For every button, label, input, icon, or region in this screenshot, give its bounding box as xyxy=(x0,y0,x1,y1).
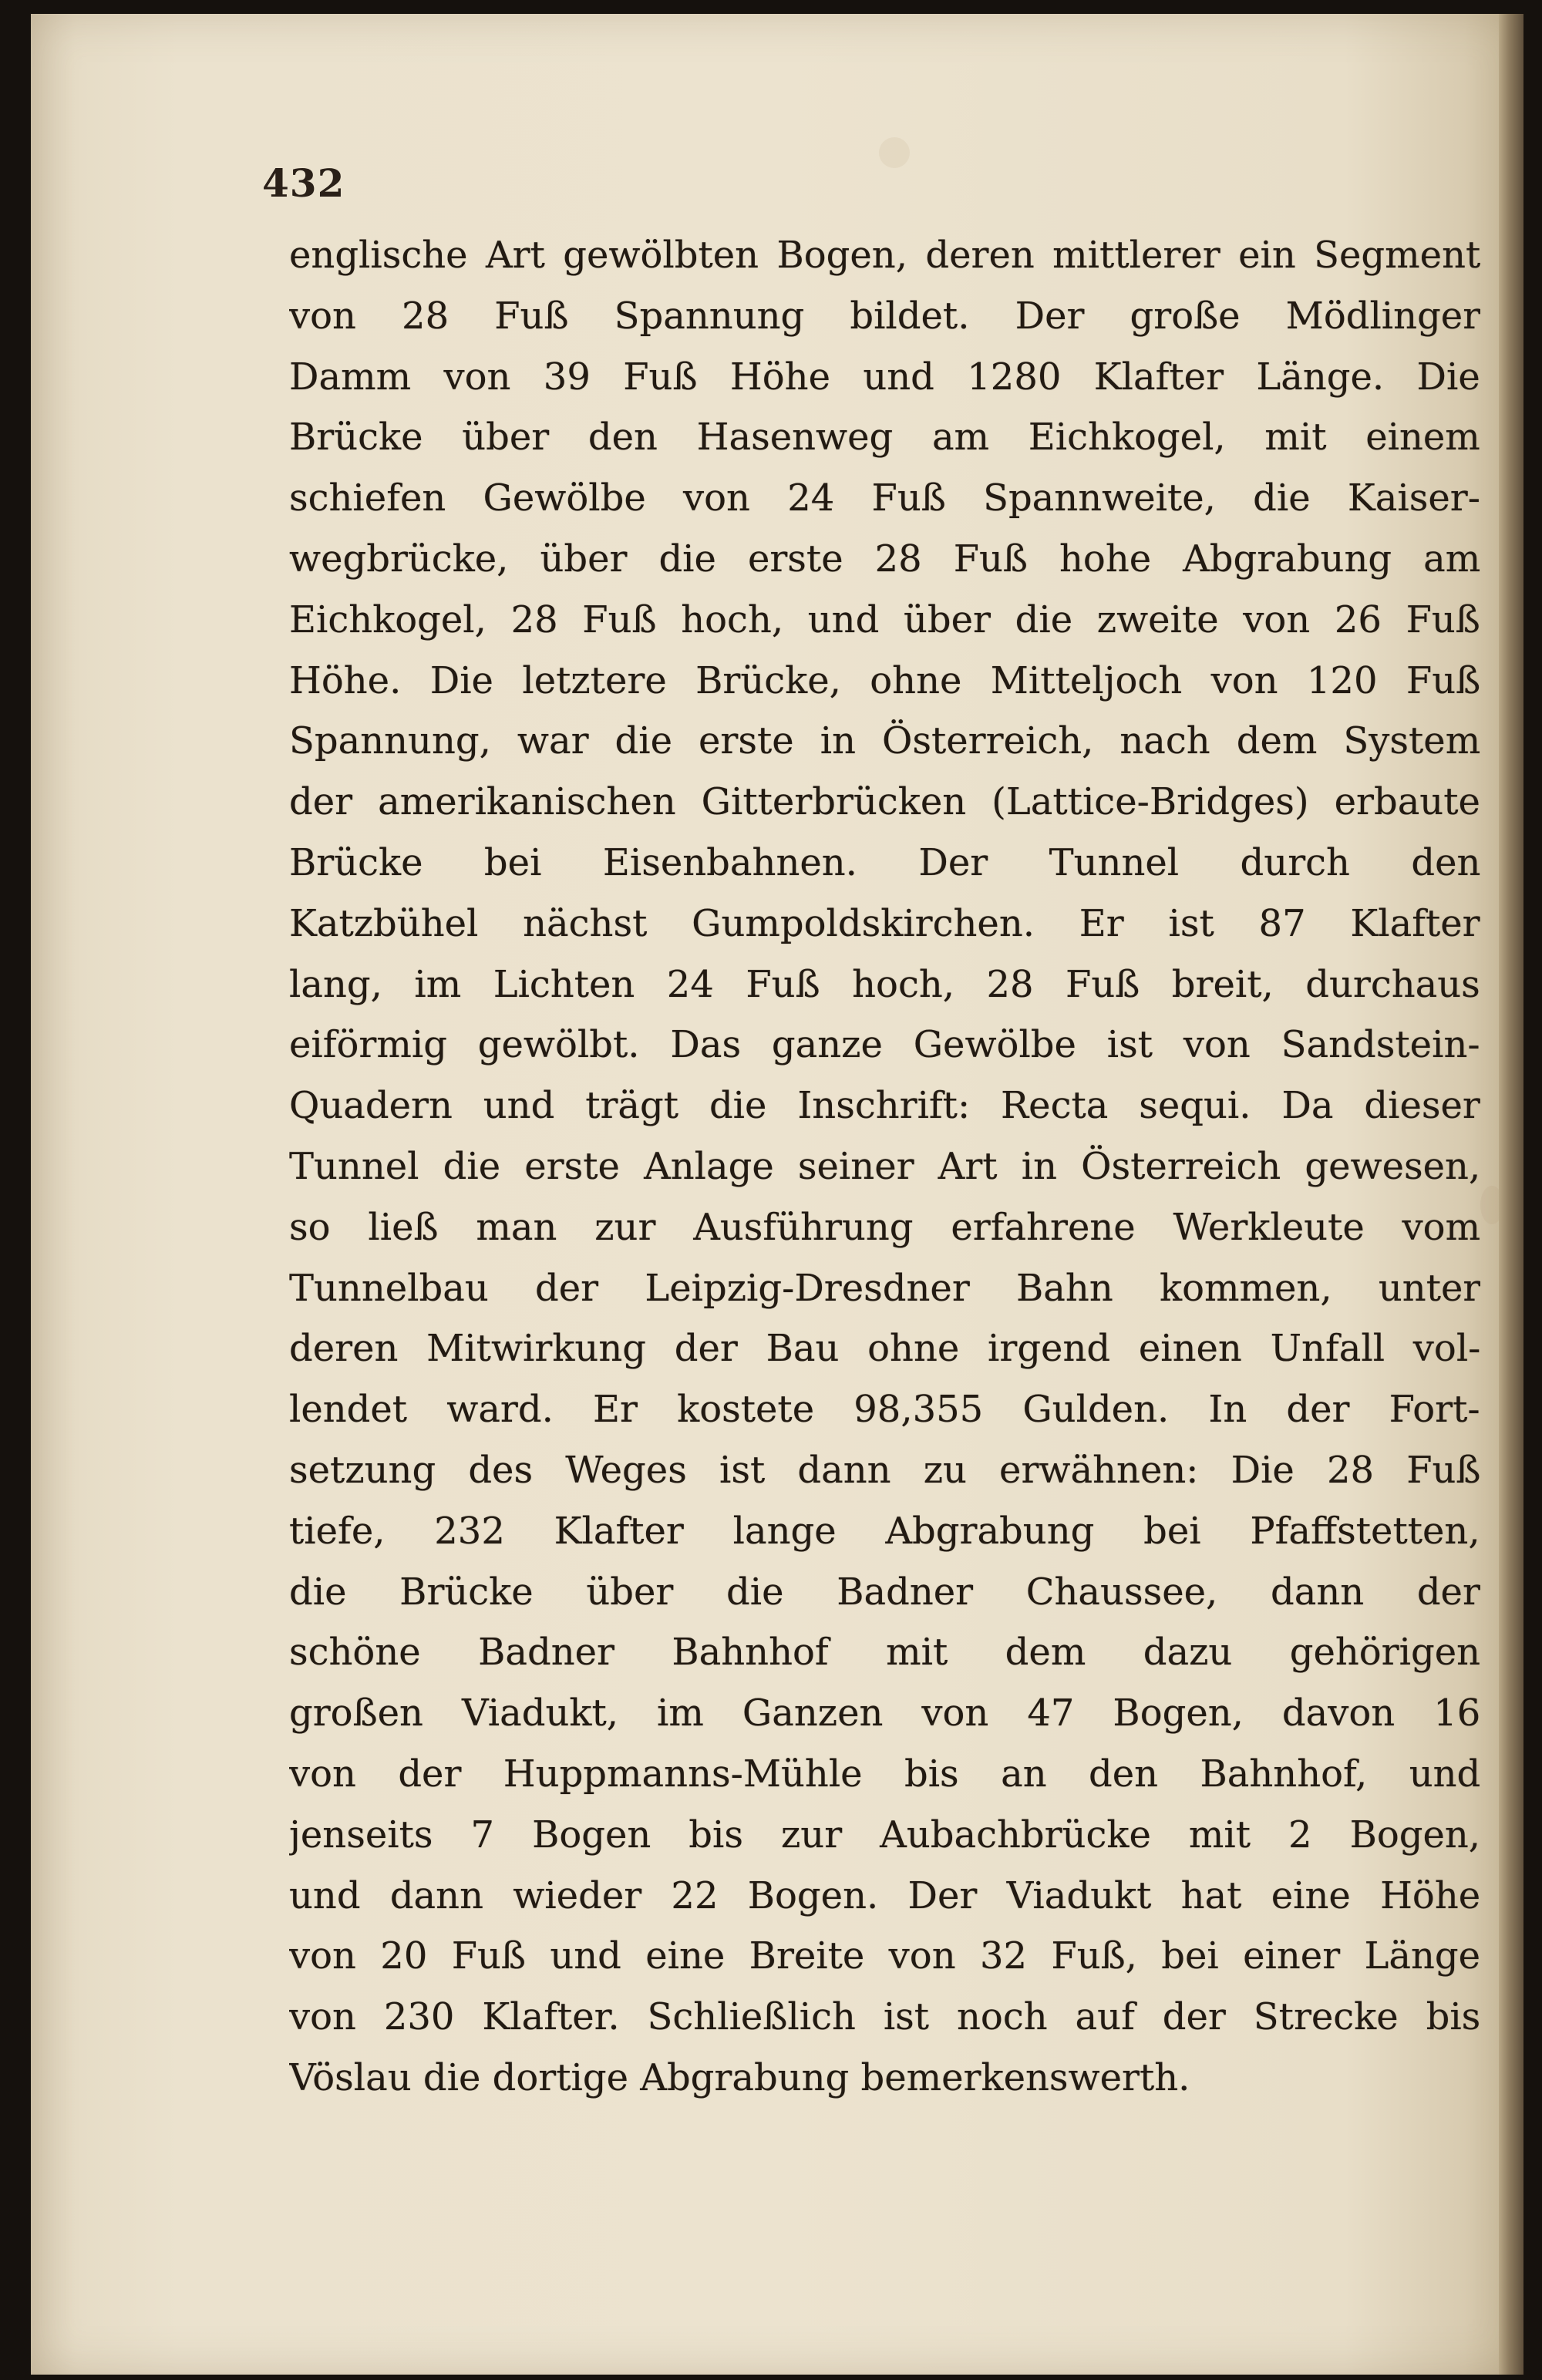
text-line: deren Mitwirkung der Bau ohne irgend einen Unfall vol- xyxy=(289,1327,1480,1371)
text-line: lendet ward. Er kostete 98,355 Gulden. In der Fort- xyxy=(289,1388,1480,1432)
text-line: von 28 Fuß Spannung bildet. Der große Mödlinger xyxy=(289,294,1480,338)
text-line: von 230 Klafter. Schließlich ist noch auf der Strecke bis xyxy=(289,1995,1480,2039)
text-line: Eichkogel, 28 Fuß hoch, und über die zweite von 26 Fuß xyxy=(289,598,1480,641)
text-line: setzung des Weges ist dann zu erwähnen: Die 28 Fuß xyxy=(289,1448,1480,1492)
text-line: schiefen Gewölbe von 24 Fuß Spannweite, die Kaiser- xyxy=(289,476,1480,520)
text-line: englische Art gewölbten Bogen, deren mittlerer ein Segment xyxy=(289,234,1480,277)
text-line: die Brücke über die Badner Chaussee, dann der xyxy=(289,1570,1480,1614)
text-line: Katzbühel nächst Gumpoldskirchen. Er ist 87 Klafter xyxy=(289,901,1480,945)
text-line: Tunnelbau der Leipzig-Dresdner Bahn kommen, unter xyxy=(289,1266,1480,1310)
text-line: Brücke über den Hasenweg am Eichkogel, mit einem xyxy=(289,416,1480,460)
text-line: eiförmig gewölbt. Das ganze Gewölbe ist von Sandstein- xyxy=(289,1023,1480,1067)
text-line: schöne Badner Bahnhof mit dem dazu gehörigen xyxy=(289,1631,1480,1675)
text-line: Brücke bei Eisenbahnen. Der Tunnel durch den xyxy=(289,840,1480,884)
page-edge xyxy=(1499,14,1523,2375)
text-line: Damm von 39 Fuß Höhe und 1280 Klafter Länge. Die xyxy=(289,355,1480,399)
text-line: Vöslau die dortige Abgrabung bemerkenswerth. xyxy=(289,2055,1190,2099)
body-text xyxy=(289,225,1480,2109)
text-line: Tunnel die erste Anlage seiner Art in Österreich gewesen, xyxy=(289,1144,1480,1188)
text-line: wegbrücke, über die erste 28 Fuß hohe Abgrabung am xyxy=(289,537,1480,581)
paper-stain xyxy=(879,137,910,168)
text-line: so ließ man zur Ausführung erfahrene Werkleute vom xyxy=(289,1205,1480,1249)
text-line: von 20 Fuß und eine Breite von 32 Fuß, bei einer Länge xyxy=(289,1934,1480,1978)
text-line: lang, im Lichten 24 Fuß hoch, 28 Fuß breit, durchaus xyxy=(289,962,1480,1006)
text-line: tiefe, 232 Klafter lange Abgrabung bei Pfaffstetten, xyxy=(289,1509,1480,1553)
text-line: Höhe. Die letztere Brücke, ohne Mitteljoch von 120 Fuß xyxy=(289,658,1480,702)
text-line: Quadern und trägt die Inschrift: Recta sequi. Da dieser xyxy=(289,1084,1480,1128)
text-line: der amerikanischen Gitterbrücken (Lattice-Bridges) erbaute xyxy=(289,780,1480,824)
text-line: großen Viadukt, im Ganzen von 47 Bogen, davon 16 xyxy=(289,1692,1480,1735)
text-line: Spannung, war die erste in Österreich, nach dem System xyxy=(289,719,1480,763)
text-line: und dann wieder 22 Bogen. Der Viadukt hat eine Höhe xyxy=(289,1873,1480,1917)
page-number: 432 xyxy=(262,160,345,206)
text-line: von der Huppmanns-Mühle bis an den Bahnhof, und xyxy=(289,1752,1480,1796)
text-line: jenseits 7 Bogen bis zur Aubachbrücke mit 2 Bogen, xyxy=(289,1813,1480,1857)
